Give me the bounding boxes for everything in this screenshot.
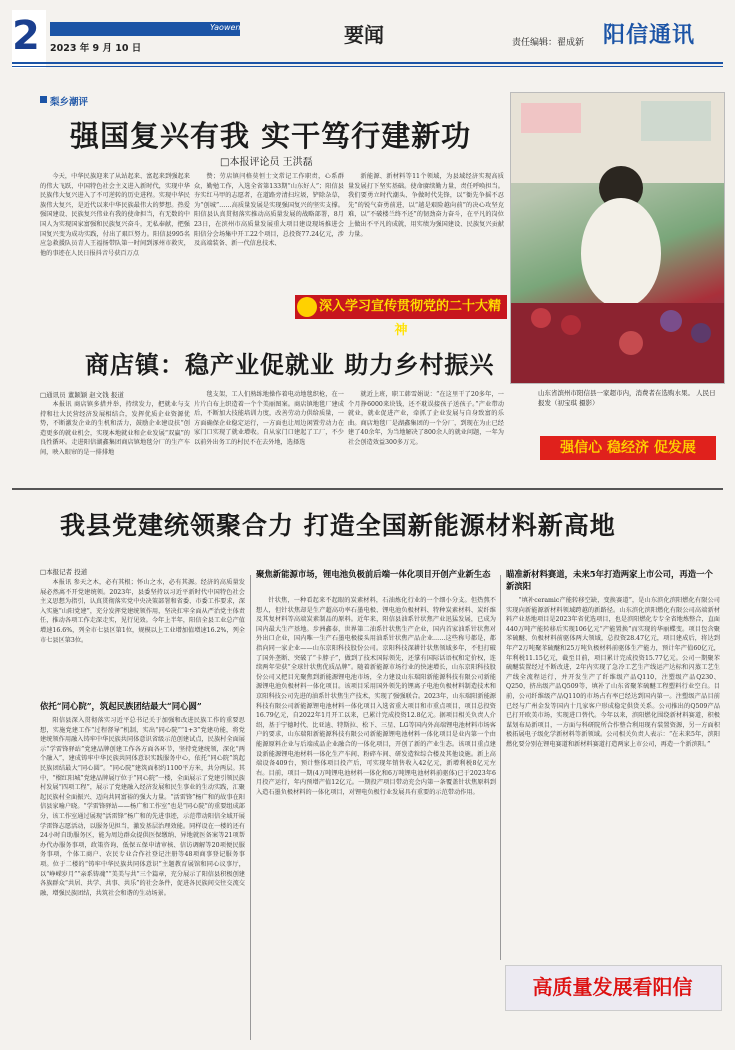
article3-col2: 针状焦，一种看起来不起眼的炭素材料，石油炼化行业的一个细小分支。但热熬不想人，但针状焦却是生产超高功率石墨电极、锂电池负极材料、特种炭素材料、炭纤维及其复材料等高端炭素制品的原料。近年来，阳信县油系针状焦产业迅猛发展，已成为国内最大生产基地。步洲鑫泰，世界第二油系针状焦生产企业，国内首家油系针状焦对外出口企业，国内唯一生产石墨电极接头用油系针状焦产品企业……这些称号都是，都指向同一家企业——山东京阳科技股份公司。京阳科技深耕针状焦领域多年，不但打破了国外垄断、突破了“卡脖子”，做到了技术国际领先，还掌有国际话语权和定价权，连续两年荣获“全球针状焦优质品牌”。随着新能源市场行业的快速增长，山东京阳科技股份公司又把目光聚焦到新能源锂电池市场，全力建设山东瑞阳新能源科技有限公司新能源锂电池负极材料一体化项目。该项目采用国外领先的锂离子电池负极材料制造技术和京阳科技公司先进的油系针状焦生产技术，实现了强强联合。2023年，山东瑞阳新能源科技有限公司新能源锂电池材料一体化项目入选省重大项目和市重点项目，项目总投资16.79亿元，自2022年1月开工以来，已累计完成投资12.8亿元。据项目相关负责人介绍，基于宁德时代、比亚迪、特斯拉、松下、三星、LG等国内外高端锂电池材料市场客户的要求，山东瑞阳新能源科技有限公司新能源锂电池材料一体化项目是业内第一个由能源原料企业与后端成品企业融合的一体化项目，开创了新的产业生态。该项目重点建设新能源锂电池材料一体化生产车间、粉碎车间、研发造粒综合楼及其他设施。新上高端设备409台，预计整体项目投产后，可实现年销售收入42亿元，新增利税8亿元左右。目前，项目一期(4万吨锂电池材料一体化和6万吨锂电池材料前驱体)已于2023年6月投产运行，年内预增产值12亿元。一期投产项目带动充会内第一条覆盖针状焦原料到入造石墨负极材料的一体化项目，对锂电负极行业发展具有重要的示范带动作用。 — [256, 597, 496, 796]
banner-confidence-economy: 强信心 稳经济 促发展 — [540, 436, 716, 460]
section-title: 要闻 — [344, 23, 384, 47]
article2-title: 商店镇：稳产业促就业 助力乡村振兴 — [85, 350, 495, 379]
article3-subhead1: 依托“同心院”，筑起民族团结最大“同心圆” — [40, 701, 202, 711]
article3-subhead3: 瞄准新材料赛道，未来5年打造两家上市公司，再造一个新滨阳 — [506, 569, 713, 591]
banner3-text: 高质量发展看阳信 — [532, 975, 693, 999]
article3-col3: “填补ceramic产能转移空缺，变换赛道”，是山东滨化滨阳燃化有限公司实现向新能源新材料领域跨越的新路径。山东滨化滨阳燃化有限公司高端新材料产业基地项目是2023年省优选项目，也是滨阳燃化专专全省地炼整合，直面440万吨产能转移后实现106亿元“产能置换”而实现的华丽蝶变。项目包含聚苯硫醚、负极材料前驱体两大领域，总投资28.47亿元，项目建成后，将达到年产2万吨聚苯硫醚和25万吨负极材料前驱体生产能力，预计年产值60亿元，年利税11.15亿元，截至目前，项目累计完成投资15.77亿元。公司一期聚苯硫醚装置经过不断改进，2年内实现了急冷工艺生产线运产达标和闪蒸工艺生产线全流程运行，并开发生产了纤维级产品Q110，注塑级产品Q230、Q250，挤出级产品Q509等，填补了山东省聚苯硫醚工程塑料行业空白。目前，公司纤维级产品Q110的市场占有率已经达到国内第一。注塑级产品目前已经与广州金发等国内十几家客户形成稳定供货关系。公司推出的Q509产品已打开欧美市场，实现进口替代。今年以来，滨阳燃化围绕新材料赛道，积极谋划布局新项目，一方面与科研院所合作整合利用现有装置资源，另一方面积极拓展电子级化学新材料等新领域。公司相关负责人表示：“在未来5年，滨阳燃化要分别在锂电赛道和新材料赛道打造两家上市公司，再造一个新滨阳。” — [506, 597, 720, 748]
newspaper-logo: 阳信通讯 — [603, 22, 696, 48]
issue-date: 2023 年 9 月 10 日 — [50, 43, 142, 54]
article3-col1b: 阳信县深入贯彻落实习近平总书记关于加强和改进民族工作的重要思想，实施党建工作“过程督导”机制，实出“同心院”“1+3”党建功能，将党建统领作用融入铸牢中华民族共同体意识省级示范创建试点，民族村全面展示“学雷锋驿站”党建品牌创建工作各方面各环节，坚持党建统领，深化“两个融入”，建成铸牢中华民族共同体意识实践服务中心，依托“同心院”筑起民族团结最大“同心圆”。“同心院”建筑面积约1100平方米，共分两层。其中，“榴红阳城”党建品牌展厅位于“同心院”一楼，全面展示了党建引领民族村发展“四项工程”，展示了党建融入经济发展和民生事业的生动实践，汇聚起民族村全面振兴、迈向共同富裕的强大力量。“活雷锋”杨广和的故事在阳信县家喻户晓。“学雷锋驿站——杨广和工作室”也是“同心院”的重要组成部分，该工作室通过展现“活雷锋”杨广和的先进事迹，示范带动阳信全域开展学雷锋志愿活动，以服务见担当，激发基层治理效能。同样设在一楼的还有24小时自助服务区，能为周边群众提供医保缴纳、异地就医备案等21项帮办代办服务事项，政策咨询、低保五保申请审核、信访调解等20项便民服务事项，个体工商户、农民专业合作社登记注册等48项商事登记服务事项。位于二楼的“铸牢中华民族共同体意识”主题教育展馆和同心议事厅，以“峥嵘岁月”“亲系铸魂”“美美与共”三个篇章，充分展示了阳信县积极创建各族群众“共居、共学、共事、共乐”的社会条件，促进各民族间交往交流交融，增强民族团结，共筑社会和谐的生动场景。 — [40, 717, 245, 897]
section-separator — [12, 488, 723, 490]
column-tag-square-icon — [40, 96, 47, 103]
article3-byline: □本报记者 投道 — [40, 568, 88, 576]
column-divider — [500, 575, 501, 960]
header-english: Yaowen — [210, 23, 241, 32]
article1-col1: 今天，中华民族迎来了从站起来、富起来到强起来的伟大飞跃，中国特色社会主义进入新时代，实现中华民族伟大复兴进入了不可逆转的历史进程。实现中华民族伟大复兴，是近代以来中华民族最伟大的梦想。热爱强国建设、民族复兴伟业有我的使命担当，有无数的中国人为实现国家富强和民族复兴奋斗，无私奉献，把强国复兴变为成功实践，付出了艰巨努力。阳信县995名应急救援队员青人王福扬带队第一时间到涿州市救灾，他的事迹在人民日报抖音号获百万点 — [40, 173, 190, 257]
column-divider — [250, 575, 251, 1040]
header-rule-thin — [12, 66, 723, 67]
supermarket-photo — [510, 92, 725, 384]
article3-col1: 本报讯 参天之木，必有其根；怀山之水，必有其源。经济的高质量发展必然离不开党建统领。2023年，县委坚持以习近平新时代中国特色社会主义思想为指引，认真贯彻落实党中央决策部署和省委、市委工作要求，深入实施“山阳党建”，充分发挥党建统领作用，坚决扛牢全面从严治党主体责任，推动各项工作走深走实，见行见效。今年上半年，阳信全县工业总产值增速16.6%，列全市七县区第1位，规模以上工业增加值增速16.2%，列全市七县区第3位。 — [40, 579, 245, 644]
article2-col2: 毯支架，工人们熟练地操作着电动地毯织枪，在一片片白布上织造着一个个美丽图案。商店镇地毯厂建成后，不断加大技能培训力度，改善劳动力供给质量，一方面确保企业稳定运行，一方面也让周边闲置劳动力在家门口实现了就业增收。自从家门口建起了工厂，不少以前外出务工的村民不在去外地，选择选 — [194, 391, 344, 446]
editor-credit: 责任编辑：翟成新 — [512, 38, 585, 48]
page-number: 2 — [12, 10, 46, 68]
article2-col3: 就近上班，职工韩雪娟说：“在这里干了20多年，一个月挣6000来块钱，还不耽误接孩子送孩子。”产业带动就业，就业促进产业，牵抓了企业发展与自身致富的乐曲。商店地毯厂是湖鑫集团的一个分厂，到现在为止已经建了40余年，为当地解决了800余人的就业问题，一年为社会创造效益300多万元。 — [348, 391, 504, 446]
banner1-text: 深入学习宣传贯彻党的二十大精神 — [318, 299, 501, 338]
photo-caption: 山东省滨州市阳信县一家超市内，消费者在选购水果。 人民日报发（初宝琪 摄影） — [538, 389, 716, 407]
article3-title: 我县党建统领聚合力 打造全国新能源材料新高地 — [60, 511, 616, 540]
article2-byline: □通讯员 董颖颖 赵文钱 报道 — [40, 391, 124, 399]
article1-title: 强国复兴有我 实干笃行建新功 — [70, 119, 472, 153]
header-rule — [12, 62, 723, 64]
column-tag: 梨乡潮评 — [50, 97, 89, 108]
article1-byline: □本报评论员 王洪磊 — [220, 157, 313, 168]
article1-col2: 赞；劳店镇闫格莫恒士文常记工作职责，心系群众，勤勉工作，入选全省第133期“山东好人”；阳信县夯实红马甲的志愿者，在道路旁清扫垃圾，铲除杂草，为“创城”……高质量发展是实现强国复兴的坚实支撑。阳信县认真贯彻落实推动高质量发展的战略部署，8月23日，在滨州市高质量发展重大项目建设现场推进会阳信分会场集中开工22个项目，总投资77.24亿元，涉及高端装备、新一代信息技术、 — [194, 173, 344, 248]
banner-study-twentieth-congress — [295, 295, 507, 338]
party-emblem-icon — [297, 297, 317, 317]
article1-col3: 新能源、新材料等11个领域，为县域经济实现高质量发展打下坚实基础。使命赓续勤力量，责任呼唤担当。我们要勇立时代潮头、争做时代先锋，以“衙先争摇不忍先”的锐气奋勇前进，以“越是艰险越向前”的决心攻坚克难，以“不破楼兰终不还”的韧劲奋力奋斗，在平凡的岗位上做出不平凡的成就，用实绩为强国建设、民族复兴贡献力量。 — [348, 173, 504, 238]
article2-col1: 本报讯 商店镇多措并举，持续发力，把就业与支持和壮大民营经济发展相结合，发挥优质企业资源优势，不断激发企业的生机和活力，鼓励企业建设扶“创造更多的就业机会，实现本地就业和企业发展“双赢”的良性循环。走进阳信湖鑫集团商店镇地毯分厂的生产车间，映入眼帘的是一排排地 — [40, 401, 190, 456]
article3-subhead2: 聚焦新能源市场，锂电池负极前后端一体化项目开创产业新生态 — [256, 569, 491, 579]
photo-illustration — [511, 93, 724, 383]
